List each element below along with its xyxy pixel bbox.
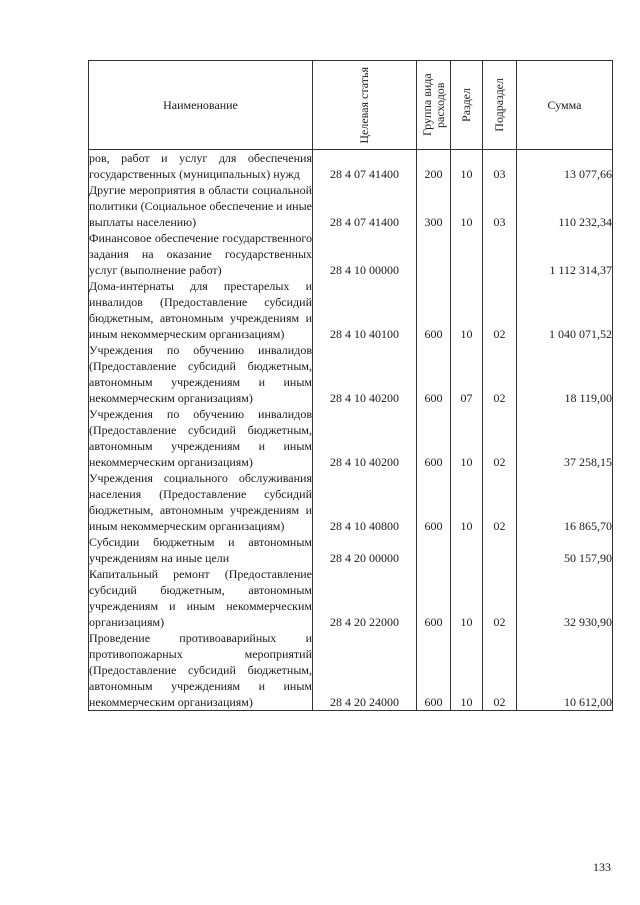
row-name: Проведение противоаварийных и противопожарных мероприятий (Предоставление субсидий бюджетным, автономным учреждениям и иным некоммерческим организациям) <box>89 631 312 709</box>
row-name: Другие мероприятия в области социальной политики (Социальное обеспечение и иные выплаты населению) <box>89 183 312 229</box>
row-code: 28 4 10 40800 <box>313 470 417 534</box>
row-section: 10 <box>451 630 483 711</box>
header-subsection-label: Подраздел <box>492 78 506 132</box>
row-name: Финансовое обеспечение государственного задания на оказание государственных услуг (выполнение работ) <box>89 231 312 277</box>
row-sum: 10 612,00 <box>517 630 613 711</box>
row-group: 600 <box>417 566 451 630</box>
row-section: 10 <box>451 406 483 470</box>
row-code: 28 4 20 22000 <box>313 566 417 630</box>
row-section <box>451 230 483 278</box>
table-row <box>89 470 613 534</box>
row-sum: 18 119,00 <box>517 342 613 406</box>
row-code: 28 4 07 41400 <box>313 150 417 183</box>
table-row <box>89 534 613 566</box>
row-subsection: 02 <box>483 406 517 470</box>
row-name: ров, работ и услуг для обеспечения государственных (муниципальных) нужд <box>89 151 312 181</box>
header-group-label: Группа вида расходов <box>419 73 447 137</box>
row-name: Капитальный ремонт (Предоставление субсидий бюджетным, автономным учреждениям и иным некоммерческим организациям) <box>89 567 312 629</box>
row-name: Дома-интернаты для престарелых и инвалидов (Предоставление субсидий бюджетным, автономным учреждениям и иным некоммерческим организациям) <box>89 279 312 341</box>
header-section <box>451 61 483 150</box>
header-code-label: Целевая статья <box>357 66 371 144</box>
row-name: Субсидии бюджетным и автономным учреждениям на иные цели <box>89 535 312 565</box>
table-row <box>89 182 613 230</box>
budget-table <box>88 60 613 711</box>
row-subsection: 03 <box>483 150 517 183</box>
row-group: 600 <box>417 342 451 406</box>
table-row <box>89 150 613 183</box>
row-subsection <box>483 230 517 278</box>
row-group <box>417 534 451 566</box>
row-section: 10 <box>451 150 483 183</box>
row-name: Учреждения по обучению инвалидов (Предоставление субсидий бюджетным, автономным учреждениям и иным некоммерческим организациям) <box>89 343 312 405</box>
row-code: 28 4 07 41400 <box>313 182 417 230</box>
page-number: 133 <box>593 860 611 874</box>
row-code: 28 4 10 40200 <box>313 342 417 406</box>
header-subsection <box>483 61 517 150</box>
header-group <box>417 61 451 150</box>
row-group: 200 <box>417 150 451 183</box>
header-sum: Сумма <box>517 61 613 150</box>
row-subsection: 02 <box>483 566 517 630</box>
row-subsection <box>483 534 517 566</box>
table-row <box>89 566 613 630</box>
row-sum: 1 040 071,52 <box>517 278 613 342</box>
header-name: Наименование <box>89 61 313 150</box>
row-group: 600 <box>417 406 451 470</box>
row-section: 10 <box>451 566 483 630</box>
row-subsection: 02 <box>483 342 517 406</box>
row-sum: 110 232,34 <box>517 182 613 230</box>
row-section: 10 <box>451 470 483 534</box>
row-section <box>451 534 483 566</box>
row-name: Учреждения по обучению инвалидов (Предоставление субсидий бюджетным, автономным учреждениям и иным некоммерческим организациям) <box>89 407 312 469</box>
row-section: 07 <box>451 342 483 406</box>
row-group <box>417 230 451 278</box>
row-subsection: 02 <box>483 470 517 534</box>
row-section: 10 <box>451 278 483 342</box>
row-group: 600 <box>417 630 451 711</box>
table-row <box>89 406 613 470</box>
row-code: 28 4 10 40200 <box>313 406 417 470</box>
table-row <box>89 342 613 406</box>
row-section: 10 <box>451 182 483 230</box>
row-code: 28 4 20 00000 <box>313 534 417 566</box>
row-subsection: 03 <box>483 182 517 230</box>
row-code: 28 4 10 40100 <box>313 278 417 342</box>
row-name: Учреждения социального обслуживания населения (Предоставление субсидий бюджетным, автономным учреждениям и иным некоммерческим организациям) <box>89 471 312 533</box>
row-subsection: 02 <box>483 630 517 711</box>
row-group: 600 <box>417 278 451 342</box>
row-sum: 37 258,15 <box>517 406 613 470</box>
header-section-label: Раздел <box>459 88 473 122</box>
row-subsection: 02 <box>483 278 517 342</box>
row-code: 28 4 10 00000 <box>313 230 417 278</box>
table-row <box>89 630 613 711</box>
row-sum: 32 930,90 <box>517 566 613 630</box>
header-code <box>313 61 417 150</box>
row-code: 28 4 20 24000 <box>313 630 417 711</box>
row-group: 600 <box>417 470 451 534</box>
table-row <box>89 278 613 342</box>
row-sum: 1 112 314,37 <box>517 230 613 278</box>
row-sum: 16 865,70 <box>517 470 613 534</box>
row-sum: 50 157,90 <box>517 534 613 566</box>
table-row <box>89 230 613 278</box>
row-group: 300 <box>417 182 451 230</box>
row-sum: 13 077,66 <box>517 150 613 183</box>
table-header-row <box>89 61 613 150</box>
